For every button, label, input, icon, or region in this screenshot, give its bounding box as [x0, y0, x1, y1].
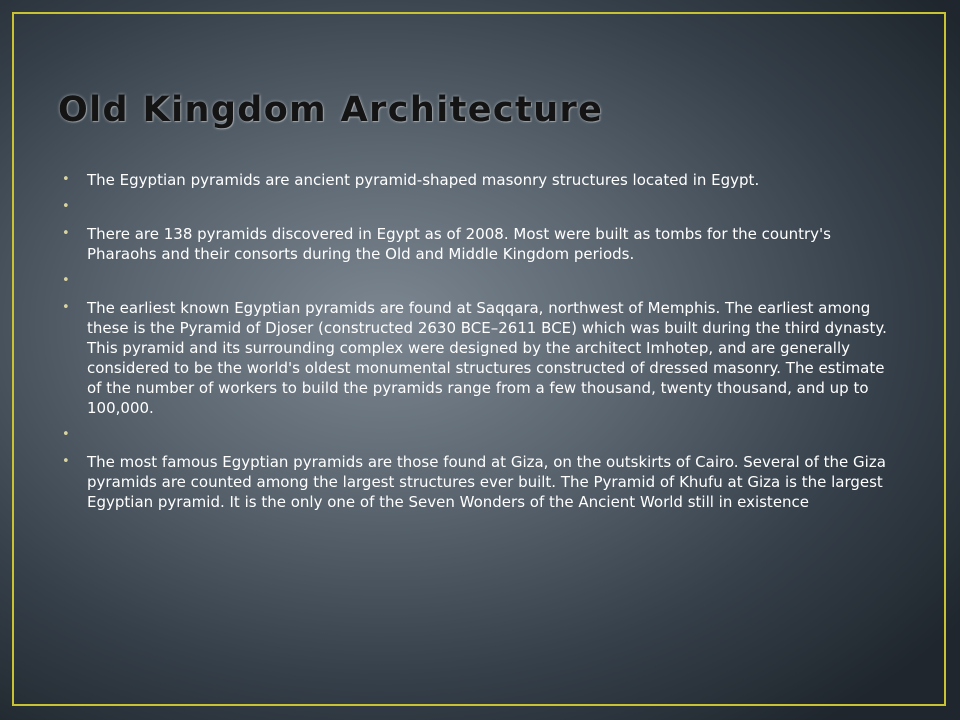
bullet-item: [62, 197, 892, 217]
bullet-marker: •: [62, 172, 70, 187]
bullet-text: The Egyptian pyramids are ancient pyramid-shaped masonry structures located in Egypt.: [87, 171, 760, 189]
bullet-text: The earliest known Egyptian pyramids are found at Saqqara, northwest of Memphis. The earliest among these is the Pyramid of Djoser (constructed 2630 BCE–2611 BCE) which was built during the third dynasty. This pyramid and its surrounding complex were designed by the architect Imhotep, and are generally considered to be the world's oldest monumental structures constructed of dressed masonry. The estimate of the number of workers to build the pyramids range from a few thousand, twenty thousand, and up to 100,000.: [87, 299, 887, 417]
bullet-marker: •: [62, 427, 70, 442]
bullet-item: [62, 170, 892, 190]
bullet-marker: •: [62, 300, 70, 315]
bullet-text: The most famous Egyptian pyramids are those found at Giza, on the outskirts of Cairo. Several of the Giza pyramids are counted among the largest structures ever built. The Pyramid of Khufu at Giza is the largest Egyptian pyramid. It is the only one of the Seven Wonders of the Ancient World still in existence: [87, 453, 886, 511]
bullet-item: [62, 224, 892, 264]
bullet-marker: •: [62, 199, 70, 214]
bullet-item: [62, 452, 892, 512]
bullet-text: There are 138 pyramids discovered in Egypt as of 2008. Most were built as tombs for the country's Pharaohs and their consorts during the Old and Middle Kingdom periods.: [87, 225, 831, 263]
bullet-marker: •: [62, 273, 70, 288]
bullet-item: [62, 298, 892, 418]
bullet-marker: •: [62, 454, 70, 469]
bullet-marker: •: [62, 226, 70, 241]
bullet-item: [62, 425, 892, 445]
bullet-item: [62, 271, 892, 291]
bullet-list: [62, 170, 892, 519]
slide-title: Old Kingdom Architecture: [58, 90, 604, 130]
